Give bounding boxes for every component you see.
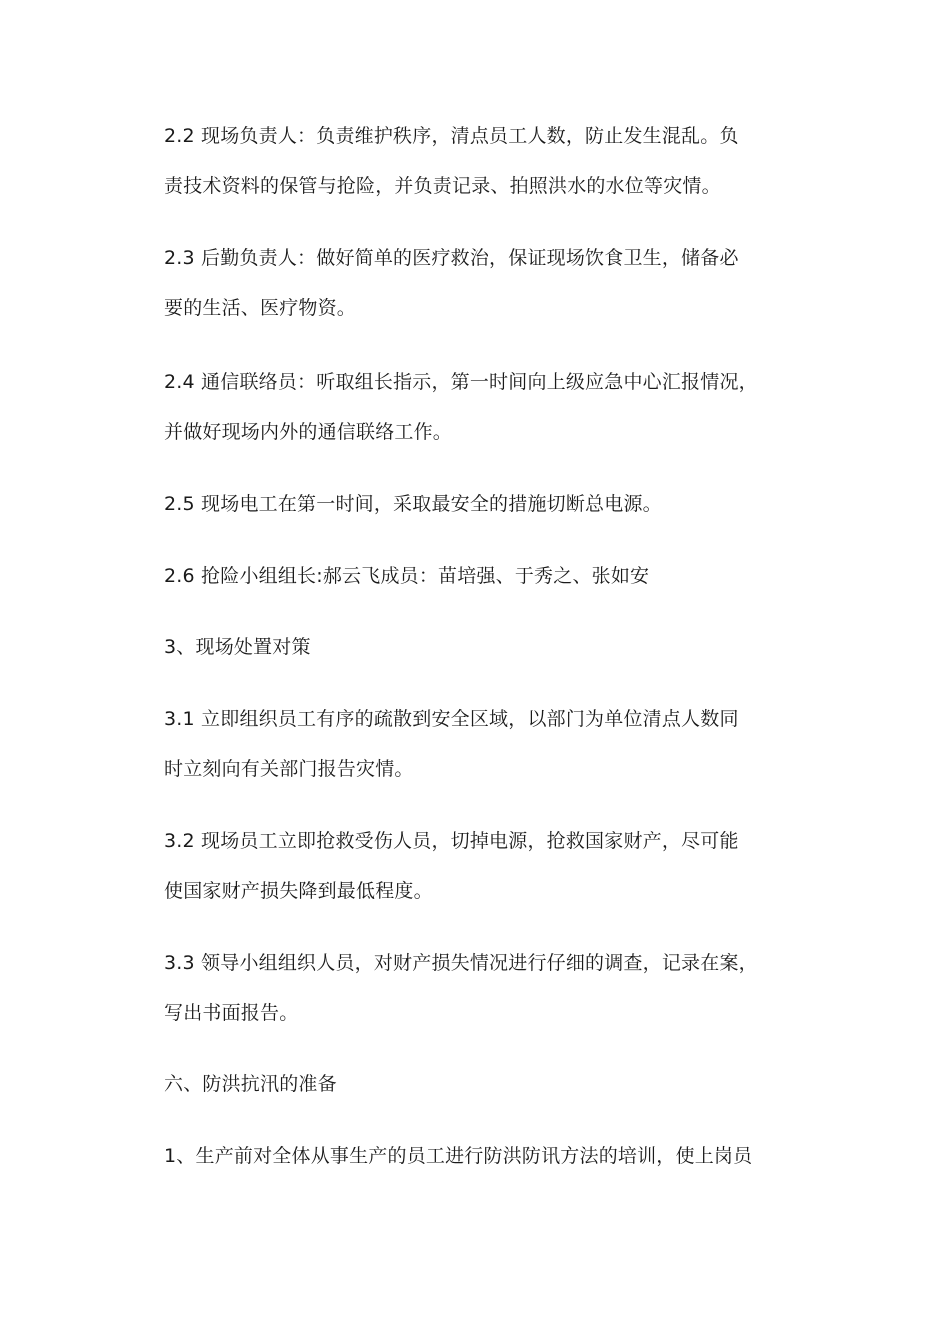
paragraph-6-1-line-1: 1、生产前对全体从事生产的员工进行防洪防讯方法的培训，使上岗员 (164, 1145, 753, 1167)
paragraph-3-2-line-1: 3.2 现场员工立即抢救受伤人员，切掉电源，抢救国家财产，尽可能 (164, 830, 739, 852)
paragraph-2-2-line-2: 责技术资料的保管与抢险，并负责记录、拍照洪水的水位等灾情。 (164, 175, 721, 197)
paragraph-2-4-line-1: 2.4 通信联络员：听取组长指示，第一时间向上级应急中心汇报情况， (164, 371, 758, 393)
paragraph-2-3-line-1: 2.3 后勤负责人：做好简单的医疗救治，保证现场饮食卫生，储备必 (164, 247, 739, 269)
paragraph-3-3-line-2: 写出书面报告。 (164, 1002, 299, 1024)
paragraph-3-1-line-2: 时立刻向有关部门报告灾情。 (164, 758, 414, 780)
section-heading-6: 六、防洪抗汛的准备 (164, 1073, 337, 1095)
paragraph-3-1-line-1: 3.1 立即组织员工有序的疏散到安全区域，以部门为单位清点人数同 (164, 708, 739, 730)
paragraph-2-6: 2.6 抢险小组组长:郝云飞成员：苗培强、于秀之、张如安 (164, 565, 650, 587)
paragraph-2-3-line-2: 要的生活、医疗物资。 (164, 297, 357, 319)
paragraph-2-5: 2.5 现场电工在第一时间，采取最安全的措施切断总电源。 (164, 493, 662, 515)
section-heading-3: 3、现场处置对策 (164, 636, 311, 658)
paragraph-2-2-line-1: 2.2 现场负责人：负责维护秩序，清点员工人数，防止发生混乱。负 (164, 125, 739, 147)
paragraph-2-4-line-2: 并做好现场内外的通信联络工作。 (164, 421, 453, 443)
paragraph-3-3-line-1: 3.3 领导小组组织人员，对财产损失情况进行仔细的调查，记录在案， (164, 952, 758, 974)
paragraph-3-2-line-2: 使国家财产损失降到最低程度。 (164, 880, 433, 902)
